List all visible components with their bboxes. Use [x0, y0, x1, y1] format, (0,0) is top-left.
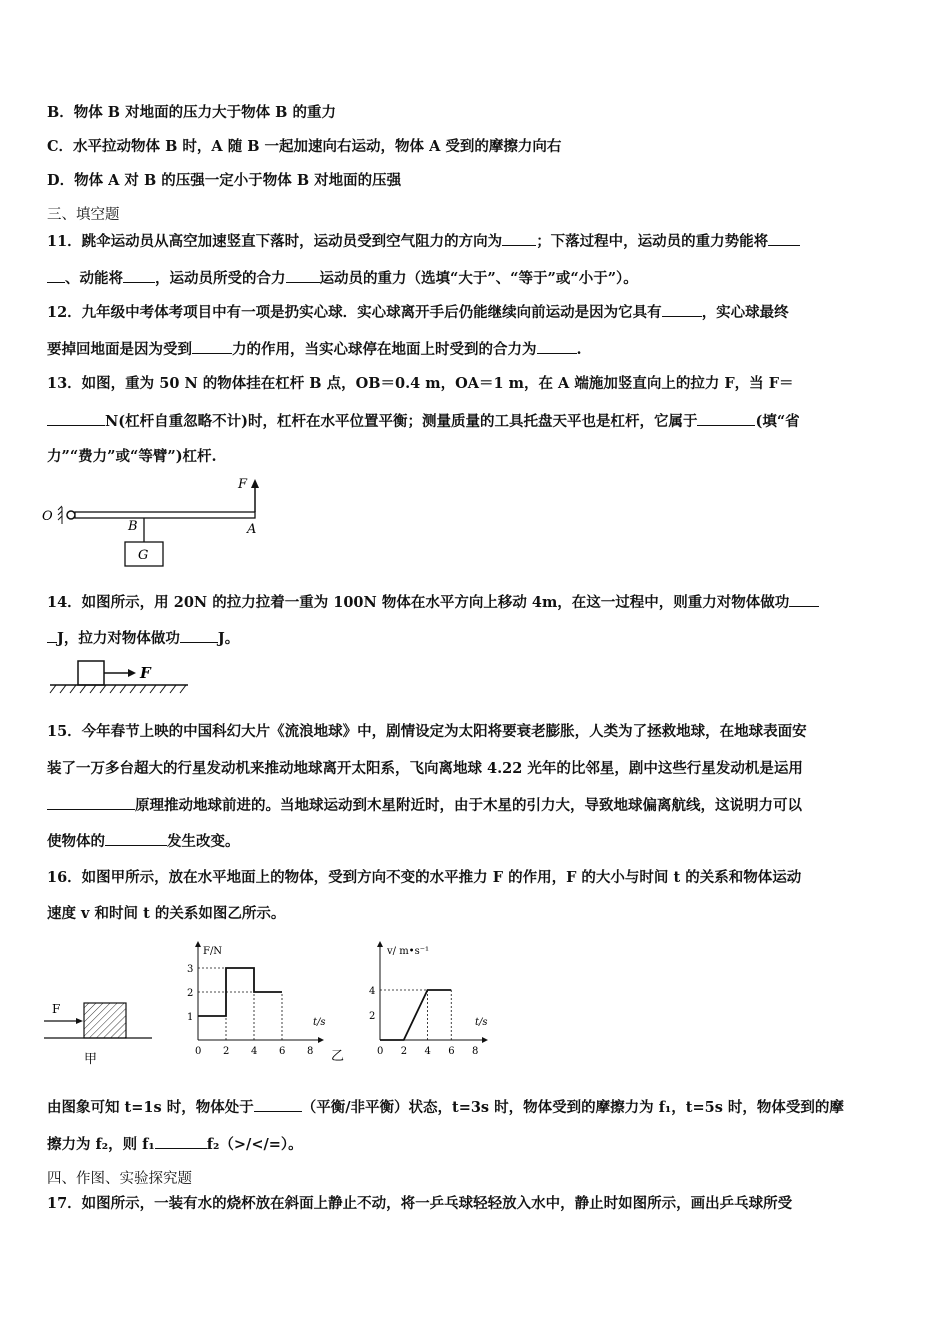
velocity-time-chart: [360, 935, 500, 1070]
section-heading-drawing: 四、作图、实验探究题: [47, 1171, 192, 1187]
section-heading-fill-in: 三、填空题: [47, 207, 120, 223]
vt-x-arrow-icon: [482, 1037, 488, 1043]
q12-text-1: 12．九年级中考体考项目中有一项是扔实心球．实心球离开手后仍能继续向前运动是因为它具有: [47, 304, 662, 321]
q13-blank-2[interactable]: [697, 411, 755, 426]
q13-blank-1[interactable]: [47, 411, 105, 426]
lever-label-a: A: [247, 522, 257, 537]
lever-label-f: F: [238, 477, 248, 492]
q14-blank-1b[interactable]: [47, 628, 57, 643]
question-15-line-2: 装了一万多台超大的行星发动机来推动地球离开太阳系，飞向离地球 4.22 光年的比邻星，剧中这些行星发动机是运用: [47, 760, 803, 777]
q11-text-3: 、动能将: [65, 270, 123, 287]
arrowhead-right-icon: [128, 669, 136, 677]
q13-text-4: 力”“费力”或“等臂”)杠杆.: [47, 448, 217, 465]
ft-y-axis-label: F/N: [203, 946, 223, 957]
lever-bar: [75, 512, 255, 518]
pull-block-figure: [48, 656, 198, 704]
question-16-line-3: [47, 1097, 844, 1118]
question-13-line-1: [47, 374, 794, 394]
ft-x-arrow-icon: [318, 1037, 324, 1043]
q11-blank-2b[interactable]: [47, 268, 65, 283]
question-15-line-4: [47, 831, 240, 852]
question-15-line-3: [47, 795, 802, 816]
ft-y-tick-label: 1: [187, 1012, 194, 1023]
q16-blank-1[interactable]: [254, 1097, 302, 1112]
ft-x-tick-label: 8: [307, 1046, 314, 1057]
q15-blank-2[interactable]: [105, 831, 167, 846]
option-d: D．物体 A 对 B 的压强一定小于物体 B 对地面的压强: [47, 172, 402, 189]
q14-text-3: J。: [217, 630, 240, 647]
q11-blank-3[interactable]: [123, 268, 155, 283]
push-block-figure: [40, 995, 165, 1070]
ft-y-tick-label: 3: [187, 964, 194, 975]
q11-text-2: ；下落过程中，运动员的重力势能将: [536, 233, 769, 250]
ft-x-tick-label: 4: [251, 1046, 258, 1057]
ft-x-tick-label: 0: [195, 1046, 202, 1057]
lever-figure: [40, 472, 280, 572]
vt-y-axis-label: v/ m•s⁻¹: [387, 946, 429, 957]
vt-x-axis-label: t/s: [475, 1017, 488, 1028]
question-12-line-1: [47, 302, 789, 323]
ft-x-tick-label: 6: [279, 1046, 286, 1057]
q15-text-3: 原理推动地球前进的。当地球运动到木星附近时，由于木星的引力大，导致地球偏离航线，这说明力可以: [135, 797, 802, 814]
q15-text-4b: 发生改变。: [167, 833, 240, 850]
block: [78, 661, 104, 685]
q16-text-b1: 擦力为 f₂，则 f₁: [47, 1136, 155, 1153]
label-yi: 乙: [331, 1049, 345, 1064]
hatched-block: [84, 1003, 126, 1038]
question-15-line-1: 15．今年春节上映的中国科幻大片《流浪地球》中，剧情设定为太阳将要衰老膨胀，人类为了拯救地球，在地球表面安: [47, 723, 807, 740]
q15-blank-1[interactable]: [47, 795, 135, 810]
question-11-line-2: [47, 268, 638, 289]
q11-blank-2a[interactable]: [768, 231, 800, 246]
vt-series-line: [380, 990, 451, 1040]
lever-label-b: B: [128, 519, 138, 534]
option-b: B．物体 B 对地面的压力大于物体 B 的重力: [47, 104, 336, 121]
q12-blank-3[interactable]: [537, 339, 577, 354]
q12-text-4: 力的作用，当实心球停在地面上时受到的合力为: [232, 341, 537, 358]
q14-text-2: J，拉力对物体做功: [57, 630, 180, 647]
question-12-line-2: [47, 339, 582, 360]
q16-text-a1: 由图象可知 t=1s 时，物体处于: [47, 1099, 254, 1116]
question-11-line-1: [47, 231, 800, 252]
q12-text-3: 要掉回地面是因为受到: [47, 341, 192, 358]
q13-text-2: N(杠杆自重忽略不计)时，杠杆在水平位置平衡；测量质量的工具托盘天平也是杠杆，它属于: [105, 413, 698, 430]
ground-hatch: [50, 685, 186, 693]
q11-blank-1[interactable]: [502, 231, 536, 246]
arrowhead-up-icon: [251, 479, 259, 488]
q12-text-5: .: [576, 341, 582, 358]
vt-x-tick-label: 2: [400, 1046, 408, 1057]
q14-text-1: 14．如图所示，用 20N 的拉力拉着一重为 100N 物体在水平方向上移动 4m，在这一过程中，则重力对物体做功: [47, 594, 790, 611]
question-16-line-2: 速度 v 和时间 t 的关系如图乙所示。: [47, 905, 286, 922]
ft-x-axis-label: t/s: [313, 1017, 326, 1028]
question-16-line-1: 16．如图甲所示，放在水平地面上的物体，受到方向不变的水平推力 F 的作用，F 的大小与时间 t 的关系和物体运动: [47, 869, 802, 886]
q12-blank-2[interactable]: [192, 339, 232, 354]
q11-blank-4[interactable]: [286, 268, 320, 283]
pivot-icon: [67, 511, 75, 519]
q14-blank-2[interactable]: [180, 628, 218, 643]
question-13-line-2: [47, 411, 800, 432]
vt-x-tick-label: 6: [448, 1046, 455, 1057]
ft-y-arrow-icon: [195, 941, 201, 947]
q11-text-1: 11．跳伞运动员从高空加速竖直下落时，运动员受到空气阻力的方向为: [47, 233, 503, 250]
q11-text-5: 运动员的重力（选填“大于”、“等于”或“小于”）。: [319, 270, 638, 287]
question-17-line-1: 17．如图所示，一装有水的烧杯放在斜面上静止不动，将一乒乓球轻轻放入水中，静止时如图所示，画出乒乓球所受: [47, 1195, 793, 1212]
q16-text-b2: f₂（>/</=）。: [206, 1136, 303, 1153]
vt-x-tick-label: 8: [472, 1046, 479, 1057]
lever-label-o: O: [42, 509, 53, 524]
push-label-f: F: [52, 1002, 61, 1016]
ft-y-tick-label: 2: [187, 988, 194, 999]
ft-x-tick-label: 2: [223, 1046, 230, 1057]
option-c: C．水平拉动物体 B 时，A 随 B 一起加速向右运动，物体 A 受到的摩擦力向右: [47, 138, 562, 155]
vt-y-tick-label: 4: [369, 986, 376, 997]
question-14-line-2: [47, 628, 239, 649]
q12-text-2: ，实心球最终: [701, 304, 789, 321]
q16-blank-2[interactable]: [155, 1134, 207, 1149]
q16-text-a2: （平衡/非平衡）状态，t=3s 时，物体受到的摩擦力为 f₁，t=5s 时，物体受到的摩: [301, 1099, 844, 1116]
lever-label-g: G: [138, 548, 149, 563]
q13-text-1: 13．如图，重为 50 N 的物体挂在杠杆 B 点，OB＝0.4 m，OA＝1 m，在 A 端施加竖直向上的拉力 F，当 F＝: [47, 375, 794, 392]
wall-hatch: [58, 506, 62, 524]
q15-text-4a: 使物体的: [47, 833, 105, 850]
q13-text-3: (填“省: [755, 413, 800, 430]
question-13-line-3: [47, 447, 217, 467]
q12-blank-1[interactable]: [662, 302, 702, 317]
label-jia: 甲: [84, 1052, 98, 1067]
question-16-line-4: [47, 1134, 303, 1155]
force-time-chart: [178, 935, 348, 1070]
vt-y-tick-label: 2: [369, 1011, 376, 1022]
q11-text-4: ，运动员所受的合力: [155, 270, 286, 287]
arrowhead-right-icon: [76, 1018, 83, 1024]
vt-y-arrow-icon: [377, 941, 383, 947]
pull-label-f: F: [140, 664, 151, 682]
question-14-line-1: [47, 592, 819, 613]
q14-blank-1a[interactable]: [789, 592, 819, 607]
vt-x-tick-label: 0: [377, 1046, 384, 1057]
vt-x-tick-label: 4: [424, 1046, 431, 1057]
